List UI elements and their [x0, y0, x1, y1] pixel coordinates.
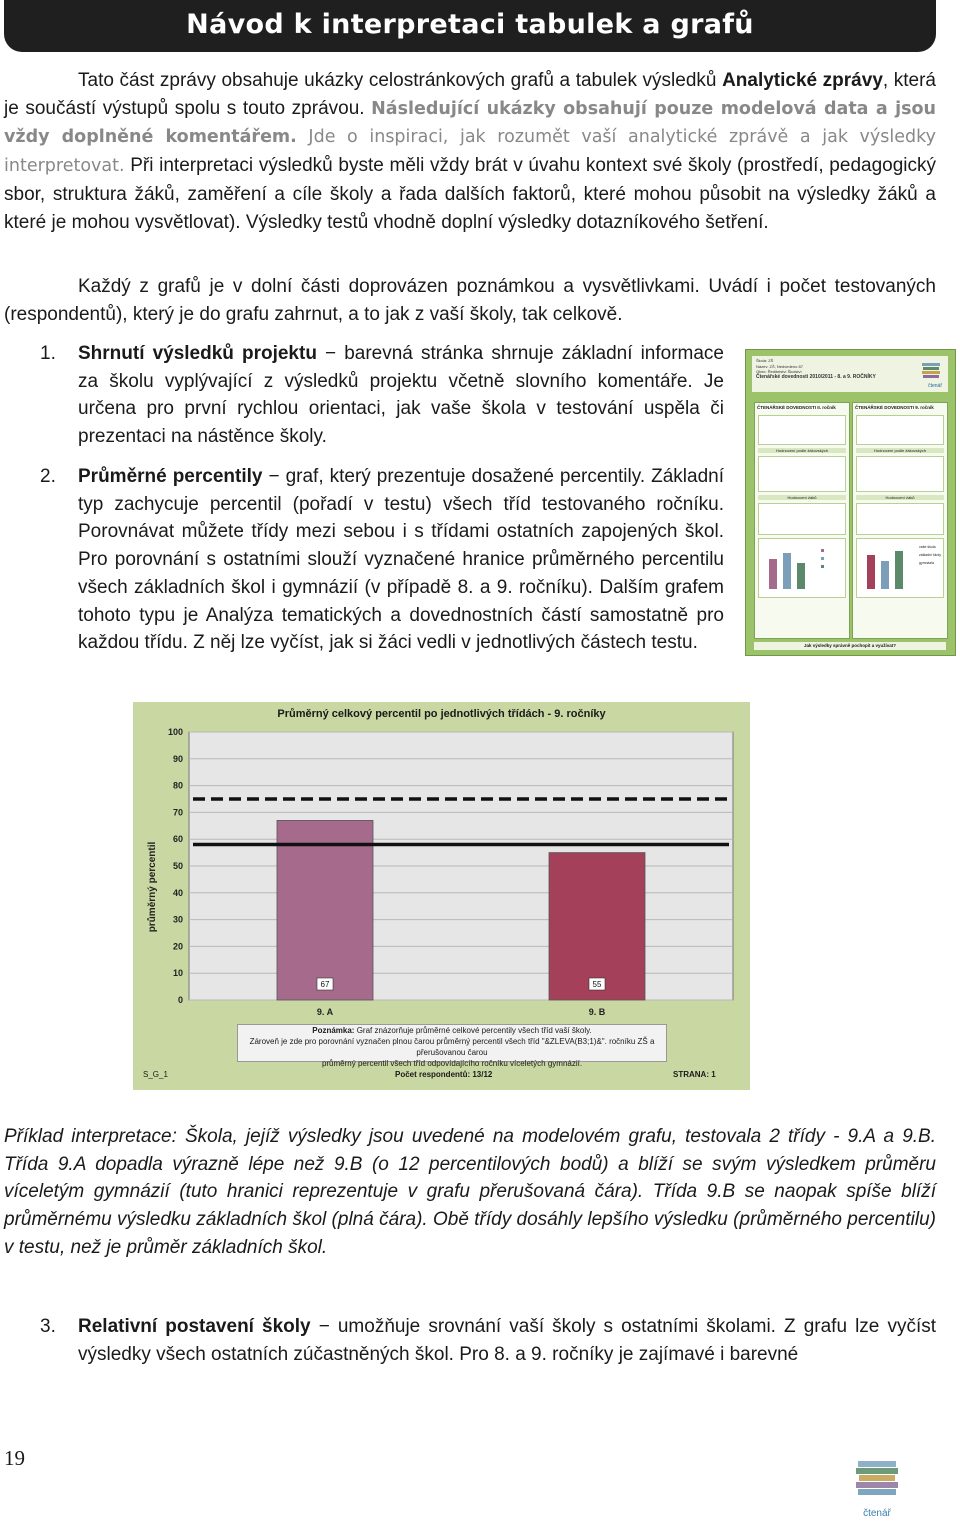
thumb-logo-text: čtenář: [928, 383, 942, 389]
footer-logo: [850, 1457, 904, 1519]
chart-ytick-label: 20: [172, 941, 183, 952]
chart-ytick-label: 50: [172, 861, 183, 871]
chart-data-label: 55: [592, 980, 602, 989]
intro-text-1: Tato část zprávy obsahuje ukázky celostránkových grafů a tabulek výsledků: [78, 70, 723, 91]
item-1-number: 1.: [40, 343, 56, 364]
thumb-box-label: Hodnocení podle žákovských: [856, 448, 944, 453]
chart-title: Průměrný celkový percentil po jednotlivých třídách - 9. ročníky: [277, 708, 606, 720]
thumb-legend-item: základní školy: [919, 553, 941, 557]
thumb-header-title: Čtenářské dovednosti 2010/2011 - 8. a 9. ROČNÍKY: [756, 373, 876, 380]
intro-text-2: , která je součástí výstupů spolu s touto zprávou.: [4, 70, 936, 119]
item-2-body: − graf, který prezentuje dosažené percentily. Základní typ zachycuje percentil (pořadí v testu) všech tříd testovaného ročníku. Porovnávat můžete třídy mezi sebou i s třídami ostatních zapojených škol. Pro porovnání s ostatními slouží vyznačené hranice průměrného percentilu všech základních škol i gymnázií (v případě 8. a 9. ročníku). Dalším grafem tohoto typu je Analýza tematických a dovednostních částí samostatně pro každou třídu. Z něj lze vyčíst, jak si žáci vedli v jednotlivých částech testu.: [78, 466, 724, 654]
thumb-col-right: [852, 402, 948, 639]
book-stack-icon: [850, 1457, 904, 1503]
summary-page-thumbnail: [745, 349, 956, 656]
chart-category-label: 9. A: [316, 1007, 334, 1017]
thumb-col-title: ČTENÁŘSKÉ DOVEDNOSTI II. ročník: [757, 405, 836, 410]
thumb-legend-item: gymnázia: [919, 561, 934, 565]
chart-page: STRANA: 1: [673, 1070, 716, 1079]
chart-ylabel-text: průměrný percentil: [147, 841, 158, 933]
item-3-title: Relativní postavení školy: [78, 1316, 311, 1337]
item-1-text: [78, 340, 724, 451]
chart-data-label: 67: [320, 980, 330, 989]
item-1-title: Shrnutí výsledků projektu: [78, 343, 317, 364]
item-2-title: Průměrné percentily: [78, 466, 263, 487]
chart-ytick-label: 0: [177, 995, 183, 1005]
chart-ytick-label: 90: [172, 753, 183, 764]
thumb-header-line: Název: ZŠ, Nedvedeno 87: [756, 363, 803, 369]
chart-note-label: Poznámka:: [312, 1026, 355, 1035]
chart-ytick-label: 70: [172, 807, 183, 818]
intro-text-4: Při interpretaci výsledků byste měli vždy brát v úvahu kontext své školy (prostředí, pedagogický sbor, struktura žáků, zaměření a cíle školy a řada dalších faktorů, které mohou působit na výsledky žáků a které je mohou vysvětlovat). Výsledky testů vhodně doplní výsledky dotazníkového šetření.: [4, 155, 936, 233]
intro-gray-note: Následující ukázky obsahují pouze modelová data a jsou vždy doplněné komentářem.: [4, 98, 936, 148]
chart-bar: [277, 820, 373, 1000]
thumb-box-label: Hodnocení žáků: [758, 495, 846, 500]
example-interpretation: Příklad interpretace: Škola, jejíž výsledky jsou uvedené na modelovém grafu, testovala 2 třídy - 9.A a 9.B. Třída 9.A dopadla výrazně lépe než 9.B (o 12 percentilových bodů) a blíží se svým výsledkem průměru víceletým gymnázií (tuto hranici reprezentuje v grafu přerušovaná čára). Třída 9.B se naopak spíše blíží průměrnému výsledku základních škol (plná čára). Obě třídy dosáhly lepšího výsledku (průměrného percentilu) v testu, než je průměr základních škol.: [4, 1126, 936, 1258]
intro-paragraph-2: Každý z grafů je v dolní části doprovázen poznámkou a vysvětlivkami. Uvádí i počet testovaných (respondentů), který je do grafu zahrnut, a to jak z vaší školy, tak celkově.: [4, 276, 936, 325]
chart-note-line: průměrný percentil všech tříd odpovídajícího ročníku víceletých gymnázií.: [321, 1059, 583, 1068]
thumb-text-block: [856, 456, 944, 492]
chart-ytick-label: 40: [172, 887, 183, 898]
chart-ytick-label: 80: [172, 780, 183, 791]
item-1-body: − barevná stránka shrnuje základní informace za školu vyplývající z výsledků projektu včetně slovního komentáře. Je určena pro první rychlou orientaci, jak vaše škola v testování uspěla či prezentaci na nástěnce školy.: [78, 343, 724, 448]
item-2-number: 2.: [40, 466, 56, 487]
thumb-text-block: [758, 415, 846, 445]
page-title: Návod k interpretaci tabulek a grafů: [4, 0, 936, 52]
thumb-box-label: Hodnocení podle žákovských: [758, 448, 846, 453]
thumb-header-line: Škola: ZŠ: [756, 358, 774, 363]
item-3-number: 3.: [40, 1316, 56, 1337]
thumb-text-block: [758, 456, 846, 492]
chart-note-line: Zároveň je zde pro porovnání vyznačen plnou čarou průměrný percentil všech tříd "&ZLEVA(B3;1)&". ročníku ZŠ a přerušovanou čarou: [249, 1037, 655, 1057]
chart-plot: [133, 702, 750, 1022]
thumb-mini-chart: [856, 538, 944, 598]
chart-ytick-label: 100: [167, 727, 183, 737]
thumb-text-block: [856, 503, 944, 535]
chart-note-box: [237, 1024, 667, 1068]
item-3-body: − umožňuje srovnání vaší školy s ostatními školami. Z grafu lze vyčíst výsledky všech ostatních zúčastněných škol. Pro 8. a 9. ročníky je zajímavé i barevné: [78, 1316, 937, 1365]
thumb-legend-item: vaše škola: [919, 545, 936, 549]
thumb-box-label: Hodnocení žáků: [856, 495, 944, 500]
chart-ytick-label: 60: [172, 834, 183, 845]
intro-paragraph: [4, 67, 936, 236]
thumb-text-block: [758, 503, 846, 535]
chart-note-line: Graf znázorňuje průměrné celkové percentily všech tříd vaší školy.: [356, 1026, 592, 1035]
thumb-header-line: Obec: Ředitelství Školství: [756, 369, 802, 374]
item-2-text: [78, 463, 724, 657]
chart-category-label: 9. B: [588, 1007, 606, 1017]
page-number: 19: [4, 1446, 25, 1470]
item-3-text: [78, 1313, 936, 1368]
thumb-col-left: [754, 402, 850, 639]
footer-logo-text: čtenář: [863, 1508, 891, 1519]
intro-bold-analytic: Analytické zprávy: [722, 70, 883, 91]
chart-ytick-label: 10: [172, 968, 183, 979]
book-stack-icon: [920, 360, 942, 382]
percentile-chart: [133, 702, 750, 1090]
chart-code: S_G_1: [143, 1070, 168, 1079]
thumb-footer-question: Jak výsledky správně pochopit a využívat?: [754, 642, 946, 650]
chart-ytick-label: 30: [172, 914, 183, 925]
chart-respondents: Počet respondentů: 13/12: [395, 1070, 493, 1079]
thumb-mini-chart: [758, 538, 846, 598]
thumb-col-title: ČTENÁŘSKÉ DOVEDNOSTI 9. ročník: [855, 405, 934, 410]
intro-text-3: Jde o inspiraci, jak rozumět vaší analytické zprávě a jak výsledky interpretovat.: [4, 127, 936, 177]
thumb-header: [752, 356, 948, 392]
thumb-text-block: [856, 415, 944, 445]
